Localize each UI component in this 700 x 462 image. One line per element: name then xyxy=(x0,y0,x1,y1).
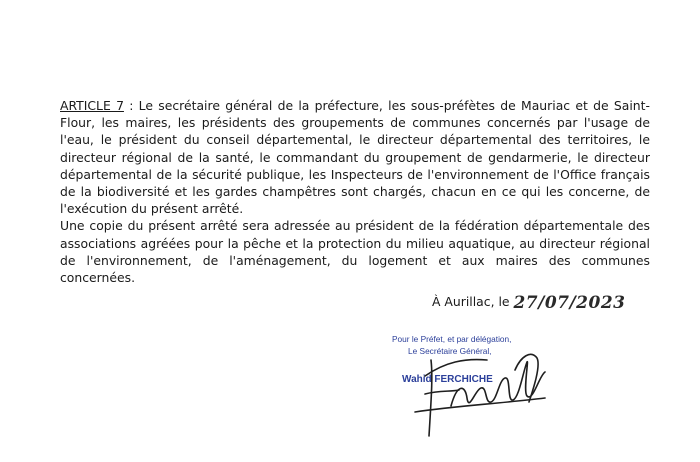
stamp-title-line: Le Secrétaire Général, xyxy=(408,346,492,356)
stamp-delegation-line: Pour le Préfet, et par délégation, xyxy=(392,334,512,344)
handwritten-signature xyxy=(395,332,565,442)
article-paragraph-2: Une copie du présent arrêté sera adressée au président de la fédération départementale des associations agréées pour la pêche et la protection du milieu aquatique, au directeur régional de l'environnement, de l'aménagement, du logement et aux maires des communes concernées. xyxy=(60,218,650,286)
article-paragraph-1 xyxy=(60,97,650,217)
article-7-block xyxy=(60,97,650,286)
signature-date: 27/07/2023 xyxy=(513,293,626,313)
article-paragraph-1-text: : Le secrétaire général de la préfecture, les sous-préfètes de Mauriac et de Saint-Flour, les maires, les présidents des groupements de communes concernés par l'usage de l'eau, le président du conseil départemental, le directeur départemental des territoires, le directeur régional de la santé, le commandant du groupement de gendarmerie, le directeur départemental de la sécurité publique, les Inspecteurs de l'environnement de l'Office français de la biodiversité et les gardes champêtres sont chargés, chacun en ce qui les concerne, de l'exécution du présent arrêté. xyxy=(60,98,650,217)
article-title: ARTICLE 7 xyxy=(60,98,124,113)
place-label: À Aurillac, le xyxy=(432,294,514,309)
place-and-date xyxy=(432,291,626,311)
stamp-signatory-name: Wahid FERCHICHE xyxy=(402,374,493,385)
